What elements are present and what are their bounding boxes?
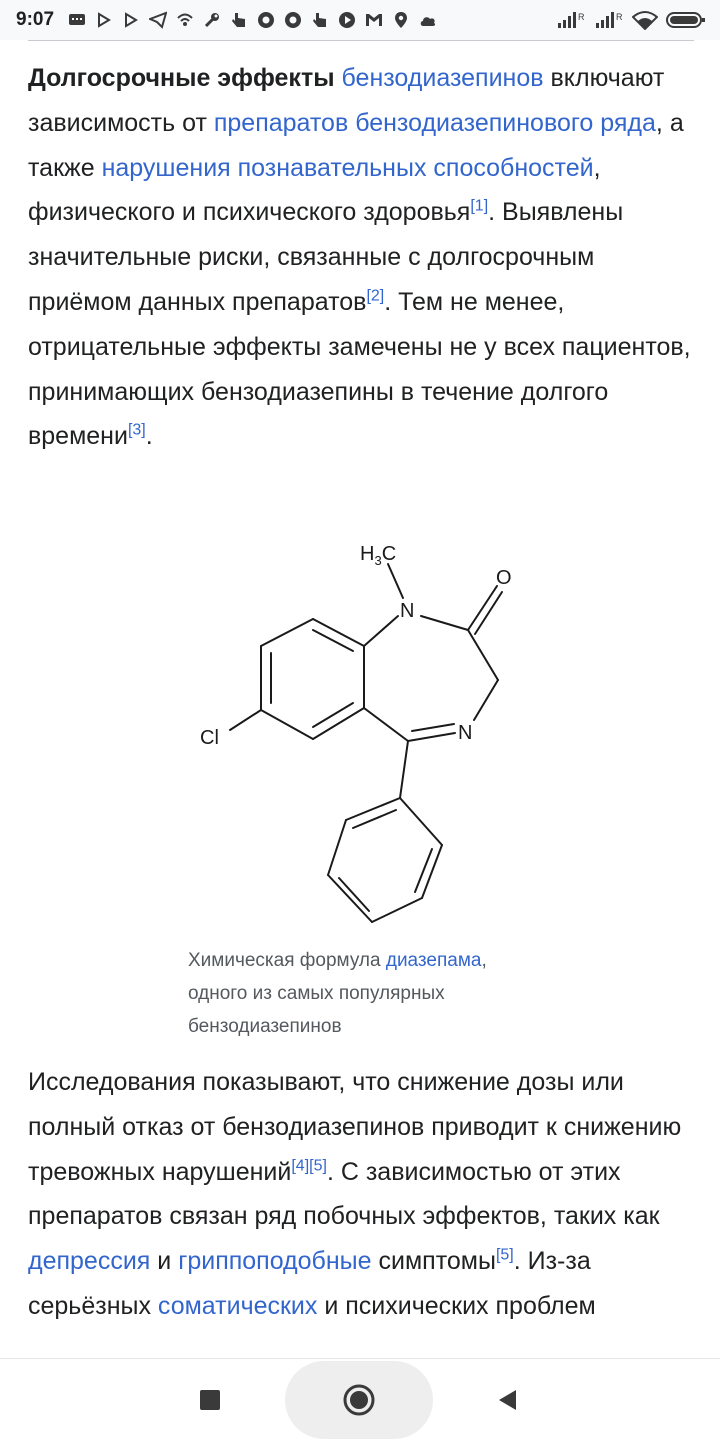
signal-icon xyxy=(556,10,586,30)
link-diazepam[interactable]: диазепама xyxy=(385,950,482,971)
text: . xyxy=(145,422,153,451)
text: . Тем не менее, отрицательные эффекты замечены не у всех пациентов, принимающих бензодиазепины в течение долгого времени xyxy=(28,287,691,451)
caption-text: , одного из самых популярных бензодиазепинов xyxy=(188,950,487,1037)
link-depression[interactable]: депрессия xyxy=(28,1247,151,1276)
text: . Выявлены значительные риски, связанные с долгосрочным приёмом данных препаратов xyxy=(28,198,624,316)
navigation-bar xyxy=(0,1358,720,1440)
wrench-icon xyxy=(203,11,221,29)
diazepam-structure-image[interactable] xyxy=(188,530,528,930)
paragraph-2 xyxy=(28,1060,700,1329)
message-icon xyxy=(68,11,86,29)
link-benzo-drugs[interactable]: препаратов бензодиазепинового ряда xyxy=(213,108,656,137)
recents-button[interactable] xyxy=(150,1359,270,1440)
figure-caption xyxy=(188,944,528,1043)
header-divider xyxy=(28,40,694,41)
ref-4[interactable]: [4] xyxy=(291,1157,310,1175)
cloud-icon xyxy=(419,11,437,29)
status-time: 9:07 xyxy=(16,9,55,30)
label-cl: Cl xyxy=(200,727,219,749)
circle-icon xyxy=(342,1383,376,1417)
text: . С зависимостью от этих препаратов связан ряд побочных эффектов, таких как xyxy=(28,1157,660,1231)
hand-icon xyxy=(311,11,329,29)
article-content xyxy=(28,56,700,459)
caption-text: Химическая формула xyxy=(188,950,386,971)
ref-2[interactable]: [2] xyxy=(366,287,385,305)
link-cognitive-impairment[interactable]: нарушения познавательных способностей xyxy=(101,153,594,182)
telegram-icon xyxy=(149,11,167,29)
signal-roaming-label: R xyxy=(616,12,623,22)
ref-5[interactable]: [5] xyxy=(495,1246,514,1264)
text: и психических проблем xyxy=(317,1291,596,1320)
wifi-icon xyxy=(632,10,658,30)
status-bar xyxy=(0,0,720,40)
text: симптомы xyxy=(371,1247,496,1276)
label-n1: N xyxy=(400,600,415,622)
ref-1[interactable]: [1] xyxy=(470,198,489,216)
youtube-icon xyxy=(338,11,356,29)
ref-5[interactable]: [5] xyxy=(309,1157,327,1175)
text: . Из-за серьёзных xyxy=(28,1247,591,1320)
text: , физического и психического здоровья xyxy=(28,153,601,227)
ref-3[interactable]: [3] xyxy=(127,422,146,440)
signal-roaming-label: R xyxy=(578,12,585,22)
text: и xyxy=(150,1247,179,1276)
link-somatic[interactable]: соматических xyxy=(157,1291,318,1320)
chrome-icon xyxy=(284,11,302,29)
back-triangle-icon xyxy=(496,1388,520,1412)
label-n4: N xyxy=(458,722,473,744)
wifi-eye-icon xyxy=(176,11,194,29)
home-button[interactable] xyxy=(285,1359,433,1440)
paragraph-1 xyxy=(28,56,700,459)
link-flu-like[interactable]: гриппоподобные xyxy=(178,1247,372,1276)
system-icons xyxy=(556,10,706,30)
gmail-icon xyxy=(365,11,383,29)
play-outline-icon xyxy=(95,11,113,29)
battery-icon xyxy=(666,10,706,30)
notification-icons xyxy=(68,11,437,29)
signal-icon xyxy=(594,10,624,30)
label-h3c: $H_3C$ xyxy=(360,543,397,568)
link-benzodiazepines[interactable]: бензодиазепинов xyxy=(341,64,544,92)
hand-icon xyxy=(230,11,248,29)
chrome-icon xyxy=(257,11,275,29)
text: , а также xyxy=(28,108,684,182)
diazepam-structure-svg xyxy=(188,530,528,930)
text: включают зависимость от xyxy=(28,64,665,137)
square-icon xyxy=(199,1389,221,1411)
label-o: O xyxy=(496,567,512,589)
paragraph-title: Долгосрочные эффекты xyxy=(28,64,335,92)
text: Исследования показывают, что снижение дозы или полный отказ от бензодиазепинов приводит к снижению тревожных нарушений xyxy=(28,1068,682,1186)
back-button[interactable] xyxy=(448,1359,568,1440)
location-icon xyxy=(392,11,410,29)
play-outline-icon xyxy=(122,11,140,29)
